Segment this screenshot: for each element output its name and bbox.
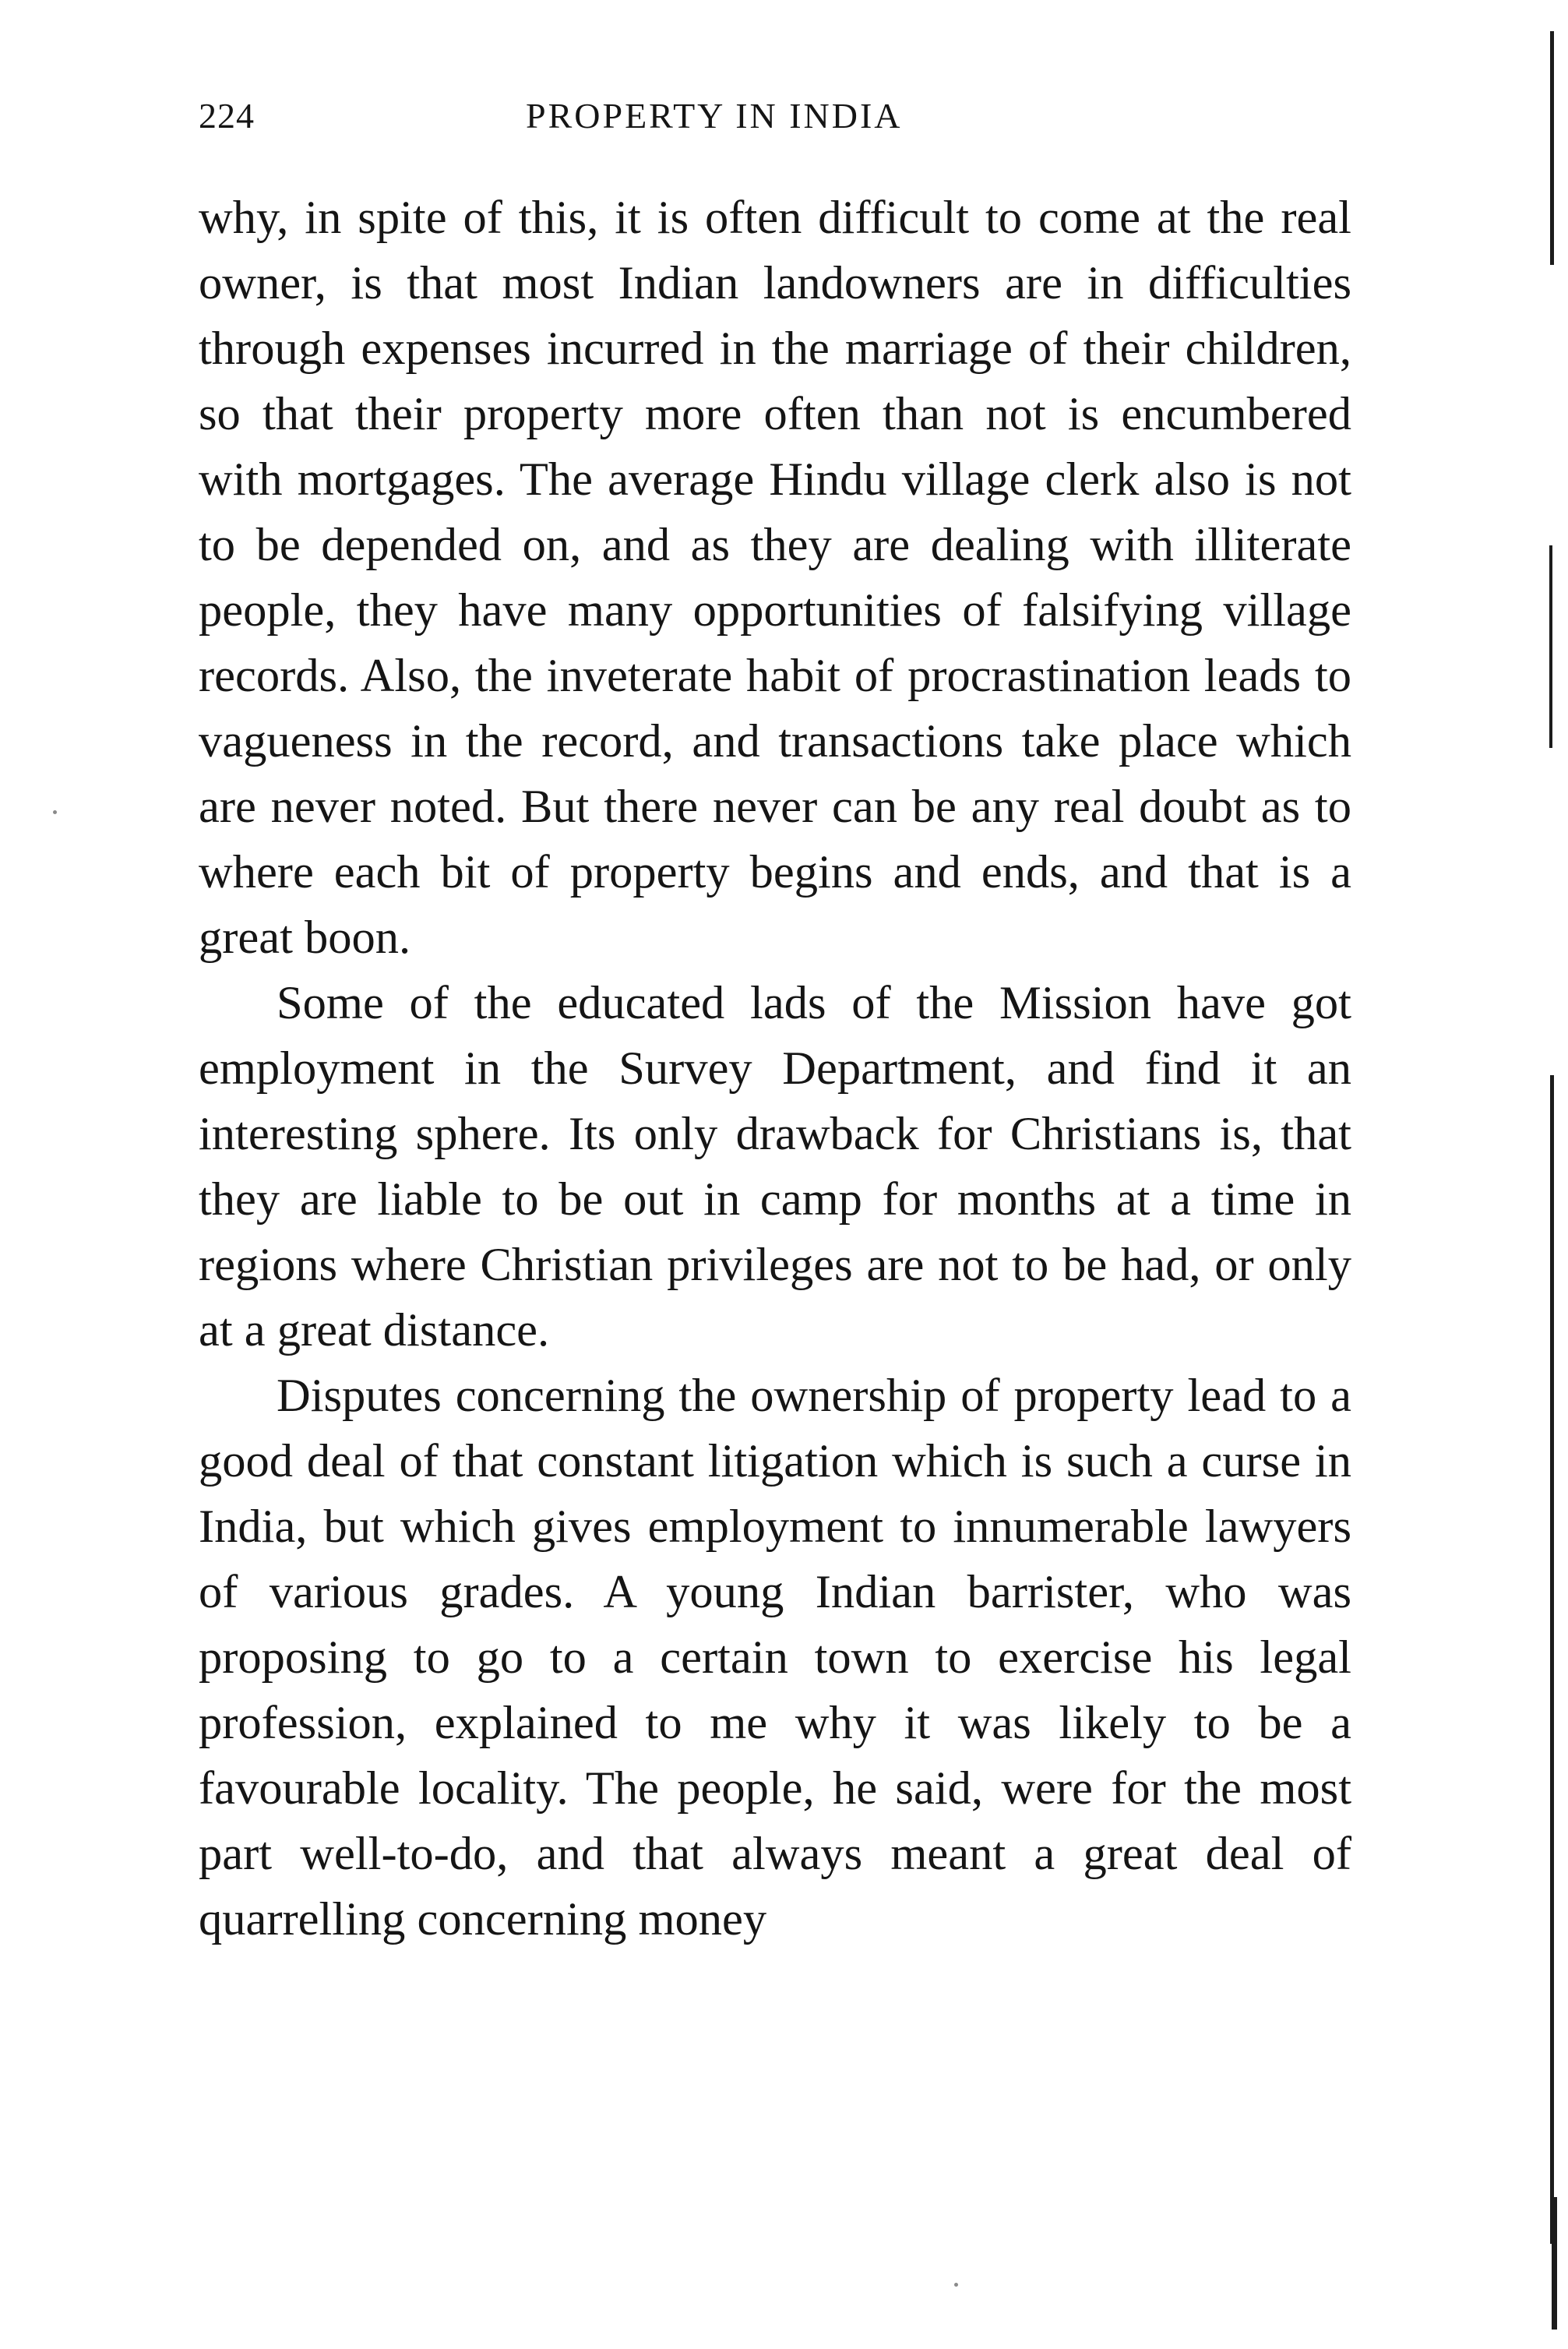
paragraph-disputes: Disputes concerning the ownership of property lead to a good deal of that constant litigation which is such a curse in India, but which gives employment to innumerable lawyers of various grades. A young Indian barrister, who was proposing to go to a certain town to exercise his legal profession, explained to me why it was likely to be a favourable locality. The people, he said, were for the most part well-to-do, and that always meant a great deal of quarrelling concerning money xyxy=(199,1370,1351,1945)
paragraph-survey-department: Some of the educated lads of the Mission have got employment in the Survey Department, and find it an interesting sphere. Its only drawback for Christians is, that they are liable to be out in camp for months at a time in regions where Christian privileges are not to be had, or only at a great distance. xyxy=(199,977,1351,1356)
edge-line xyxy=(1552,2197,1557,2330)
paper-speck xyxy=(954,2283,958,2287)
paper-speck xyxy=(53,810,57,814)
page-header xyxy=(199,95,1351,150)
edge-line xyxy=(1549,545,1552,748)
edge-line xyxy=(1550,1075,1554,2244)
running-title: PROPERTY IN INDIA xyxy=(526,96,903,136)
edge-line xyxy=(1550,31,1554,265)
body-text xyxy=(199,185,1351,1952)
page-edge-shadow xyxy=(1546,0,1568,2349)
paragraph-continuation: why, in spite of this, it is often difficult to come at the real owner, is that most Indian landowners are in difficulties through expenses incurred in the marriage of their children, so that their property more often than not is encumbered with mortgages. The average Hindu village clerk also is not to be depended on, and as they are dealing with illiterate people, they have many opportunities of falsifying village records. Also, the inveterate habit of procrastination leads to vagueness in the record, and transactions take place which are never noted. But there never can be any real doubt as to where each bit of property begins and ends, and that is a great boon. xyxy=(199,192,1351,964)
page-number: 224 xyxy=(199,96,255,136)
